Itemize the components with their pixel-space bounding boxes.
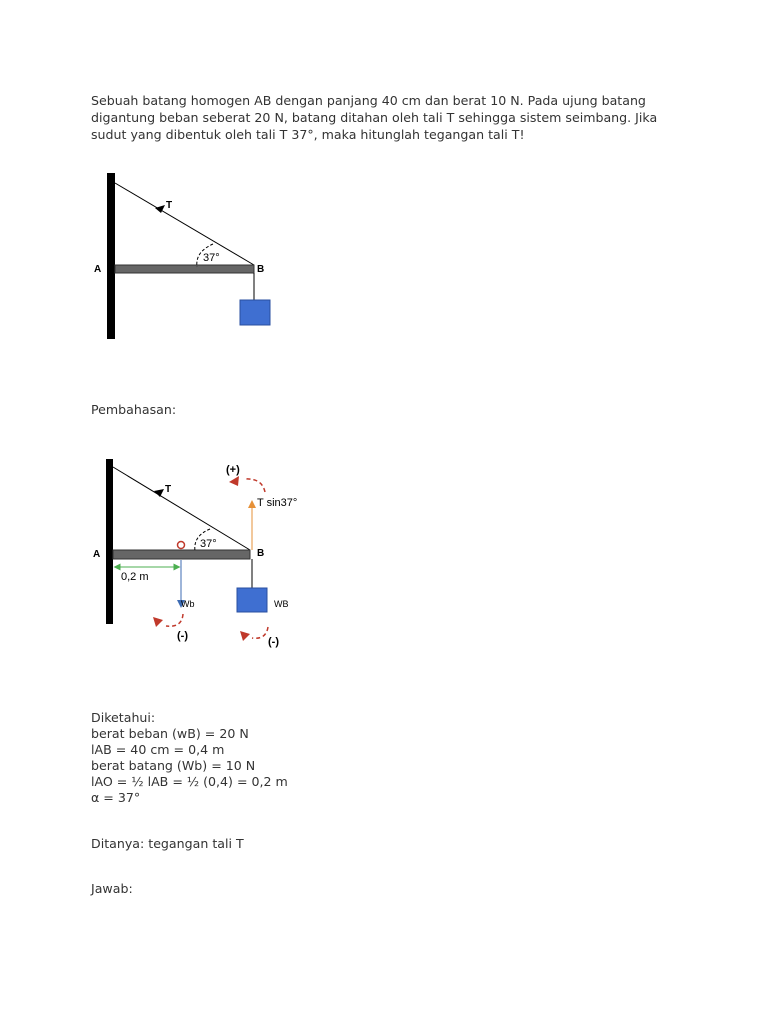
discussion-label: Pembahasan:: [91, 402, 177, 417]
label-b: B: [257, 264, 265, 275]
torque-plus-head-icon: [229, 476, 239, 486]
known-line-3: berat batang (Wb) = 10 N: [91, 758, 256, 773]
t-component-label: T sin37°: [257, 497, 298, 509]
answer-label: Jawab:: [91, 881, 133, 896]
wb-load-label: WB: [274, 599, 289, 609]
label-a-2: A: [93, 549, 101, 560]
wall-2: [106, 459, 113, 624]
known-line-2: lAB = 40 cm = 0,4 m: [91, 742, 225, 757]
sign-plus: (+): [226, 464, 240, 476]
torque-minus-right-icon: [252, 627, 268, 638]
torque-plus-icon: [245, 479, 265, 492]
label-t: T: [166, 200, 173, 211]
asked-line: Ditanya: tegangan tali T: [91, 836, 244, 851]
distance-label: 0,2 m: [121, 571, 149, 583]
known-section: [91, 710, 288, 806]
known-line-5: α = 37°: [91, 790, 141, 805]
rope-t-2: [113, 467, 250, 550]
problem-line-2: digantung beban seberat 20 N, batang ditahan oleh tali T sehingga sistem seimbang. Jika: [91, 110, 658, 125]
rod-ab-2: [113, 550, 250, 559]
sign-minus-left: (-): [177, 630, 188, 642]
problem-line-1: Sebuah batang homogen AB dengan panjang 40 cm dan berat 10 N. Pada ujung batang: [91, 93, 646, 108]
label-b-2: B: [257, 548, 265, 559]
sign-minus-right: (-): [268, 636, 279, 648]
center-point-icon: [178, 542, 185, 549]
known-title: Diketahui:: [91, 710, 156, 725]
load-block-2: [237, 588, 267, 612]
torque-minus-left-head-icon: [153, 617, 163, 627]
torque-minus-right-head-icon: [240, 631, 250, 641]
torque-minus-left-icon: [166, 614, 183, 626]
known-line-1: berat beban (wB) = 20 N: [91, 726, 249, 741]
label-a: A: [94, 264, 102, 275]
problem-line-3: sudut yang dibentuk oleh tali T 37°, maka hitunglah tegangan tali T!: [91, 127, 525, 142]
known-line-4: lAO = ½ lAB = ½ (0,4) = 0,2 m: [91, 774, 288, 789]
angle-label-2: 37°: [200, 538, 217, 550]
label-t-2: T: [165, 484, 172, 495]
wb-rod-label: Wb: [181, 599, 195, 609]
angle-label: 37°: [203, 252, 220, 264]
